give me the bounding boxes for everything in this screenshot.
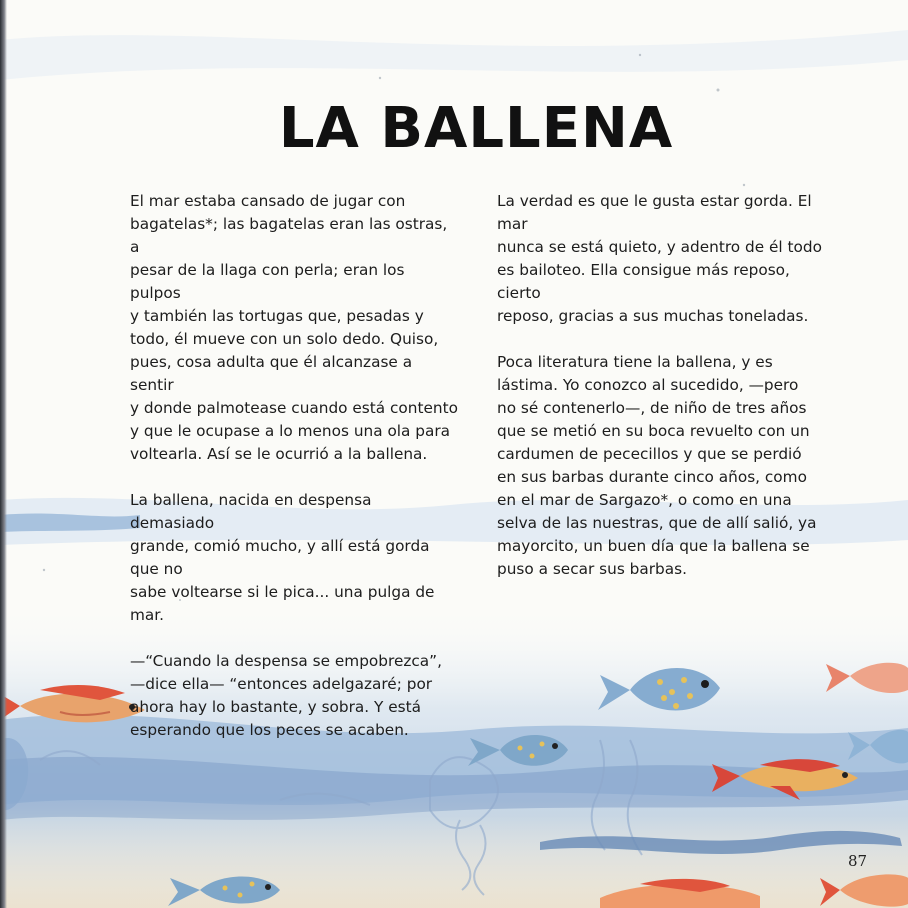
text-column-left	[130, 190, 460, 765]
page-number: 87	[848, 852, 868, 870]
paragraph: La verdad es que le gusta estar gorda. El mar nunca se está quieto, y adentro de él todo es bailoteo. Ella consigue más reposo, cierto reposo, gracias a sus muchas toneladas.	[497, 192, 822, 325]
text-column-right	[497, 190, 827, 604]
sea-floor	[0, 800, 908, 908]
paragraph: El mar estaba cansado de jugar con bagatelas*; las bagatelas eran las ostras, a pesar de la llaga con perla; eran los pulpos y también las tortugas que, pesadas y todo, él mueve con un solo dedo. Quiso, pues, cosa adulta que él alcanzase a sentir y donde palmotease cuando está contento y que le ocupase a lo menos una ola para voltearla. Así se le ocurrió a la ballena.	[130, 192, 458, 463]
paragraph: La ballena, nacida en despensa demasiado grande, comió mucho, y allí está gorda que no sabe voltearse si le pica... una pulga de mar.	[130, 491, 435, 624]
page-title: LA BALLENA	[278, 96, 674, 161]
paragraph: —“Cuando la despensa se empobrezca”, —dice ella— “entonces adelgazaré; por ahora hay lo bastante, y sobra. Y está esperando que los peces se acaben.	[130, 652, 442, 739]
paragraph: Poca literatura tiene la ballena, y es lástima. Yo conozco al sucedido, —pero no sé contenerlo—, de niño de tres años que se metió en su boca revuelto con un cardumen de pececillos y que se perdió en sus barbas durante cinco años, como en el mar de Sargazo*, o como en una selva de las nuestras, que de allí salió, ya mayorcito, un buen día que la ballena se puso a secar sus barbas.	[497, 353, 817, 578]
